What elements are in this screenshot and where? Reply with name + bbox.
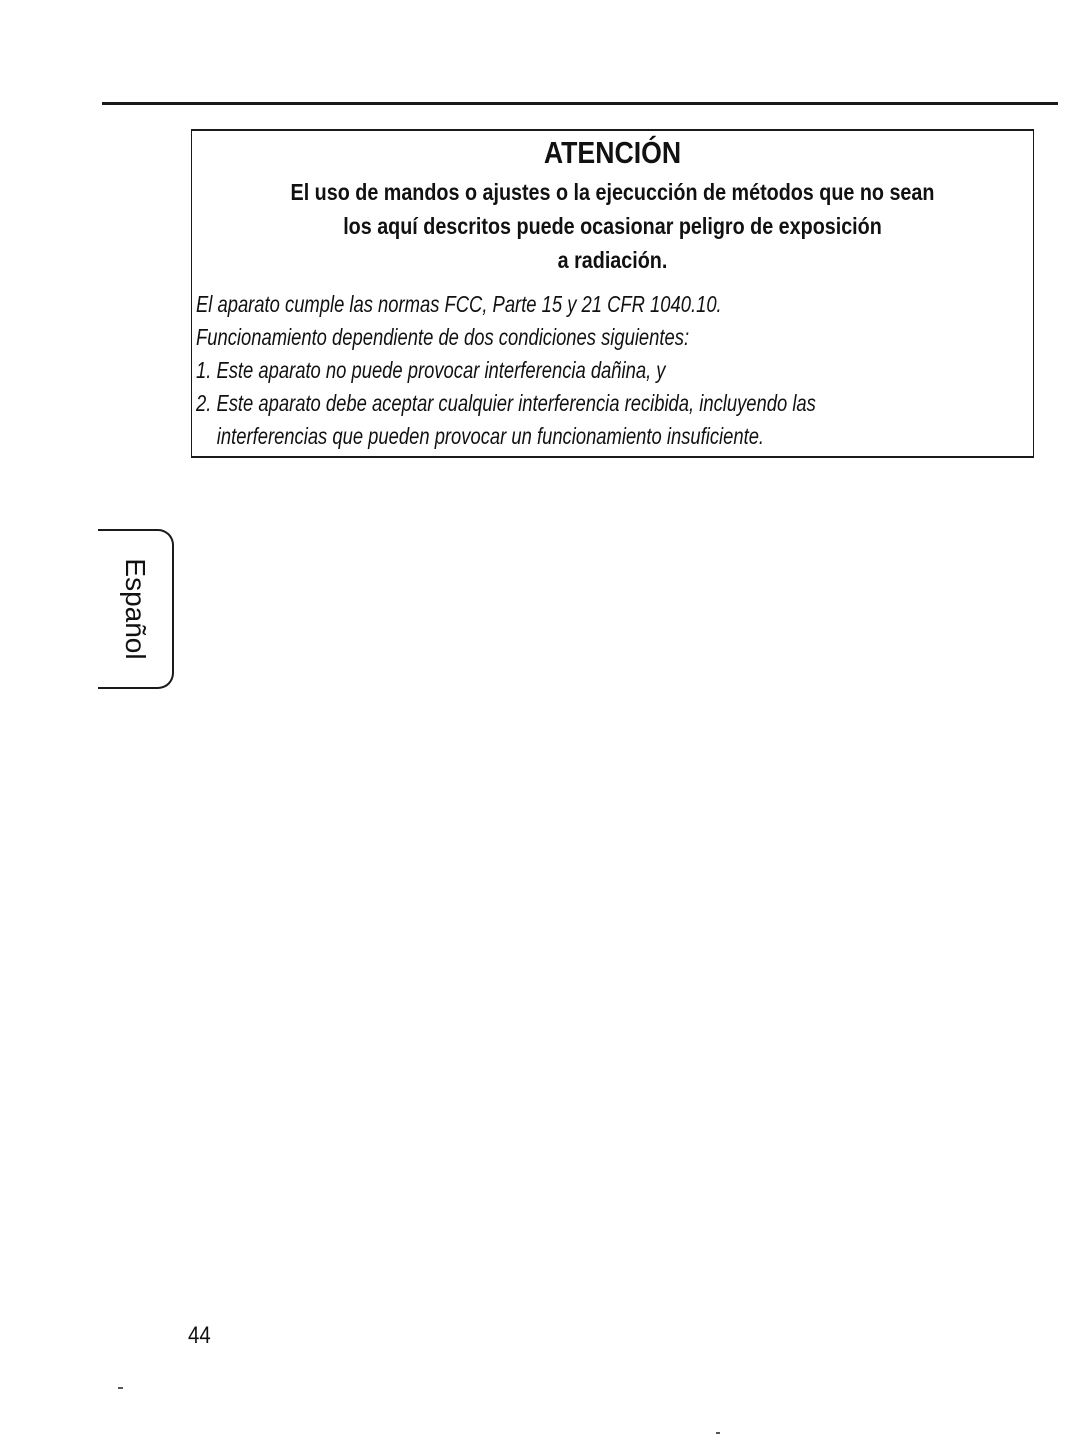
compliance-line: 2. Este aparato debe aceptar cualquier interferencia recibida, incluyendo las bbox=[196, 390, 816, 416]
warning-line: a radiación. bbox=[557, 247, 668, 273]
warning-line: los aquí descritos puede ocasionar peligro de exposición bbox=[343, 213, 882, 239]
warning-box bbox=[191, 129, 1034, 458]
language-tab bbox=[98, 529, 174, 689]
top-rule bbox=[102, 102, 1058, 105]
scan-speck bbox=[716, 1432, 720, 1434]
compliance-line: 1. Este aparato no puede provocar interferencia dañina, y bbox=[196, 357, 666, 383]
page-number: 44 bbox=[188, 1322, 211, 1349]
warning-title: ATENCIÓN bbox=[543, 135, 682, 170]
compliance-notice bbox=[196, 288, 1033, 453]
compliance-line: interferencias que pueden provocar un funcionamiento insuficiente. bbox=[216, 423, 765, 449]
warning-line: El uso de mandos o ajustes o la ejecucción de métodos que no sean bbox=[290, 179, 935, 205]
warning-text bbox=[192, 175, 1033, 277]
language-tab-label: Español bbox=[120, 558, 151, 660]
scan-speck bbox=[118, 1387, 123, 1389]
compliance-line: Funcionamiento dependiente de dos condiciones siguientes: bbox=[196, 324, 690, 350]
compliance-line: El aparato cumple las normas FCC, Parte 15 y 21 CFR 1040.10. bbox=[196, 291, 722, 317]
